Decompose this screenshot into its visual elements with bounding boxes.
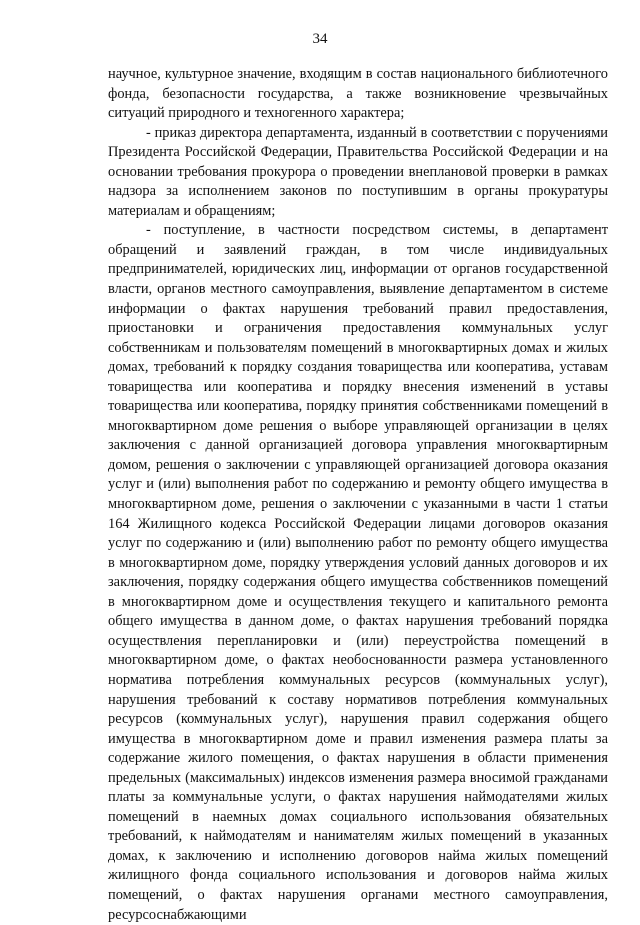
document-body — [108, 65, 608, 925]
page-number: 34 — [312, 31, 328, 47]
paragraph-continuation: научное, культурное значение, входящим в состав национального библиотечного фонда, безопасности государства, а также возникновение чрезвычайных ситуаций природного и техногенного характера; — [108, 66, 608, 122]
paragraph-receipt-clause: - поступление, в частности посредством системы, в департамент обращений и заявлений граждан, в том числе индивидуальных предпринимателей, юридических лиц, информации от органов государственной власти, органов местного самоуправления, выявление департаментом в системе информации о фактах нарушения требований правил предоставления, приостановки и ограничения предоставления коммунальных услуг собственникам и пользователям помещений в многоквартирных домах и жилых домах, требований к порядку создания товарищества или кооператива, уставам товарищества или кооператива и порядку внесения изменений в уставы товарищества или кооператива, порядку принятия собственниками помещений в многоквартирном доме решения о выборе управляющей организации в целях заключения с данной организацией договора управления многоквартирным домом, решения о заключении с управляющей организацией договора оказания услуг и (или) выполнения работ по содержанию и ремонту общего имущества в многоквартирном доме, решения о заключении с указанными в части 1 статьи 164 Жилищного кодекса Российской Федерации лицами договоров оказания услуг по содержанию и (или) выполнению работ по ремонту общего имущества в многоквартирном доме, порядку утверждения условий данных договоров и их заключения, порядку содержания общего имущества собственников помещений в многоквартирном доме и осуществления текущего и капитального ремонта общего имущества в данном доме, о фактах нарушения требований порядка осуществления перепланировки и (или) переустройства помещений в многоквартирном доме, о фактах необоснованности размера установленного норматива потребления коммунальных ресурсов (коммунальных услуг), нарушения требований к составу нормативов потребления коммунальных ресурсов (коммунальных услуг), нарушения правил содержания общего имущества в многоквартирном доме и правил изменения размера платы за содержание жилого помещения, о фактах нарушения в области применения предельных (максимальных) индексов изменения размера вносимой гражданами платы за коммунальные услуги, о фактах нарушения наймодателями жилых помещений в наемных домах социального использования обязательных требований, к наймодателям и нанимателям жилых помещений в указанных домах, к заключению и исполнению договоров найма жилых помещений жилищного фонда социального использования и договоров найма жилых помещений, о фактах нарушения органами местного самоуправления, ресурсоснабжающими — [108, 222, 608, 923]
paragraph-order-clause: - приказ директора департамента, изданный в соответствии с поручениями Президента Российской Федерации, Правительства Российской Федерации и на основании требования прокурора о проведении внеплановой проверки в рамках надзора за исполнением законов по поступившим в органы прокуратуры материалам и обращениям; — [108, 124, 608, 219]
